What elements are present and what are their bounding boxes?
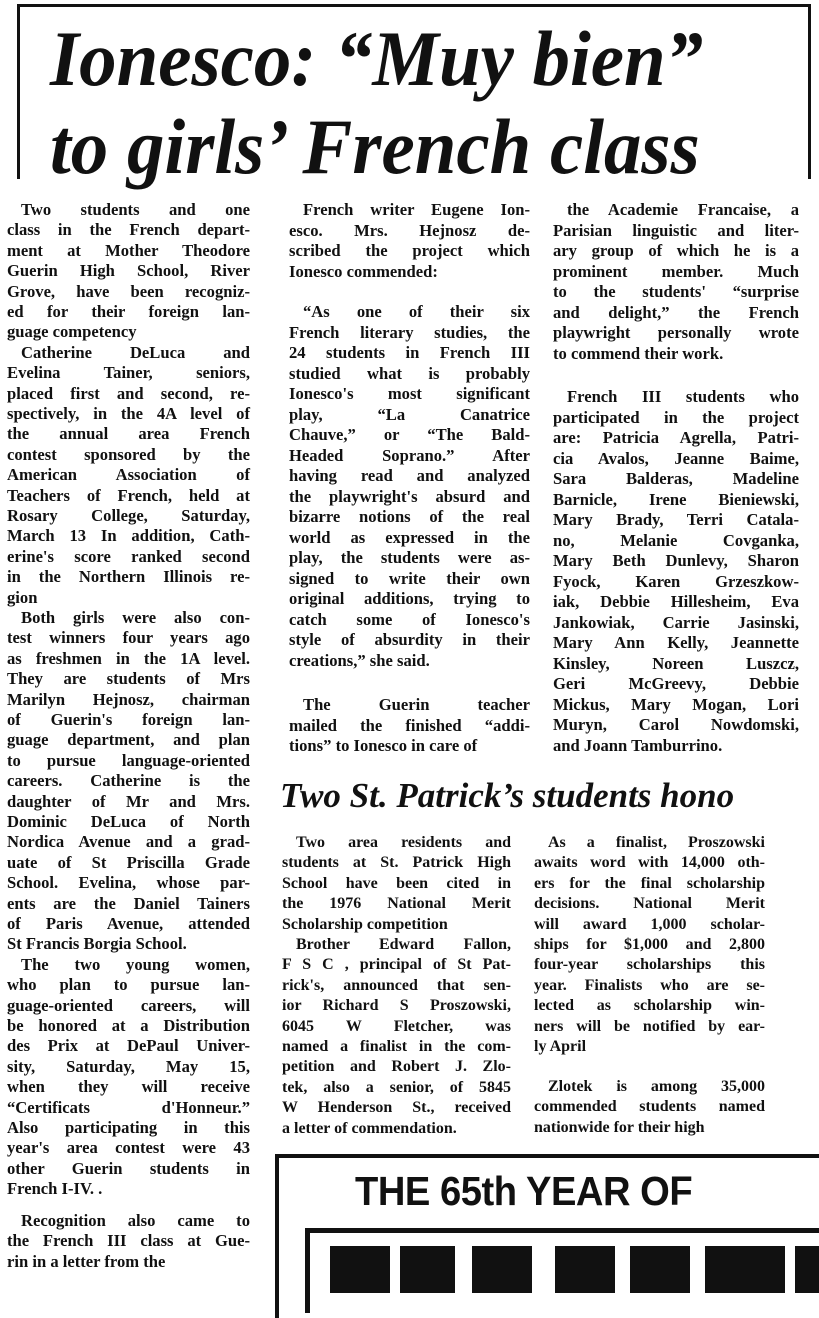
text-line: of Guerin's foreign lan- xyxy=(7,710,250,729)
text-line: are: Patricia Agrella, Patri- xyxy=(553,428,799,447)
text-line: erine's score ranked second xyxy=(7,546,250,566)
text-line: careers. Catherine is the xyxy=(7,771,250,791)
text-line: Two area residents and xyxy=(296,834,511,851)
text-line: ships for $1,000 and 2,800 xyxy=(534,936,765,953)
text-line: year. Finalists who are se- xyxy=(534,976,765,994)
text-line: They are students of Mrs xyxy=(7,669,250,689)
text-line: who plan to pursue lan- xyxy=(7,975,250,995)
text-line: no, Melanie Covganka, xyxy=(553,530,799,550)
text-line: four-year scholarships this xyxy=(534,956,765,974)
text-line: ed for their foreign lan- xyxy=(7,302,250,321)
text-line: Guerin High School, River xyxy=(7,261,250,281)
text-line: to pursue language-oriented xyxy=(7,750,250,770)
text-line: Catherine DeLuca and xyxy=(21,342,250,362)
text-line: having read and analyzed xyxy=(289,466,530,485)
text-line: Mickus, Mary Mogan, Lori xyxy=(553,694,799,714)
text-line: Parisian linguistic and liter- xyxy=(553,220,799,240)
text-line: original additions, trying to xyxy=(289,589,530,608)
text-line: prominent member. Much xyxy=(553,261,799,281)
text-line: catch some of Ionesco's xyxy=(289,609,530,629)
text-line: uate of St Priscilla Grade xyxy=(7,852,250,872)
text-line: to the students' “surprise xyxy=(553,282,799,301)
text-line: placed first and second, re- xyxy=(7,383,250,403)
text-line: test winners four years ago xyxy=(7,628,250,648)
text-line: School. Evelina, whose par- xyxy=(7,873,250,893)
text-line: Dominic DeLuca of North xyxy=(7,812,250,831)
text-line: Muryn, Carol Nowdomski, xyxy=(553,715,799,734)
text-line: St Francis Borgia School. xyxy=(7,934,187,954)
text-line: The Guerin teacher xyxy=(303,695,530,714)
text-line: Chauve,” or “The Bald- xyxy=(289,425,530,444)
text-line: rick's, announced that sen- xyxy=(282,976,511,994)
text-line: esco. Mrs. Hejnosz de- xyxy=(289,220,530,240)
text-line: signed to write their own xyxy=(289,568,530,588)
text-line: Barnicle, Irene Bieniewski, xyxy=(553,489,799,509)
text-line: des Prix at DePaul Univer- xyxy=(7,1036,250,1056)
text-line: March 13 In addition, Cath- xyxy=(7,526,250,546)
text-line: French writer Eugene Ion- xyxy=(303,200,530,219)
text-line: guage competency xyxy=(7,322,137,342)
text-line: play, the students were as- xyxy=(289,548,530,567)
text-line: creations,” she said. xyxy=(289,650,430,670)
text-line: French literary studies, the xyxy=(289,322,530,342)
text-line: 6045 W Fletcher, was xyxy=(282,1017,511,1035)
text-line: Mary Beth Dunlevy, Sharon xyxy=(553,551,799,570)
text-line: Sara Balderas, Madeline xyxy=(553,469,799,488)
headline-line-1: Ionesco: “Muy bien” xyxy=(50,15,704,102)
text-line: ary group of which he is a xyxy=(553,241,799,260)
text-line: French I-IV. . xyxy=(7,1179,103,1199)
text-line: of Paris Avenue, attended xyxy=(7,914,250,933)
text-line: the playwright's absurd and xyxy=(289,486,530,506)
text-line: cia Avalos, Jeanne Baime, xyxy=(553,448,799,468)
text-line: petition and Robert J. Zlo- xyxy=(282,1058,511,1076)
text-line: class in the French depart- xyxy=(7,220,250,240)
text-line: a letter of commendation. xyxy=(282,1119,457,1137)
text-line: Grove, have been recogniz- xyxy=(7,281,250,301)
text-line: spectively, in the 4A level of xyxy=(7,404,250,423)
text-line: named a finalist in the com- xyxy=(282,1038,511,1055)
text-line: the 1976 National Merit xyxy=(282,895,511,913)
text-line: W Henderson St., received xyxy=(282,1099,511,1117)
text-line: mailed the finished “addi- xyxy=(289,715,530,735)
text-line: iak, Debbie Hillesheim, Eva xyxy=(553,592,799,611)
text-line: Fyock, Karen Grzeszkow- xyxy=(553,571,799,591)
text-line: in the Northern Illinois re- xyxy=(7,567,250,587)
text-line: 24 students in French III xyxy=(289,343,530,362)
text-line: decisions. National Merit xyxy=(534,895,765,913)
text-line: “As one of their six xyxy=(303,302,530,321)
text-line: style of absurdity in their xyxy=(289,630,530,649)
text-line: other Guerin students in xyxy=(7,1158,250,1178)
text-line: Marilyn Hejnosz, chairman xyxy=(7,689,250,709)
text-line: French III students who xyxy=(567,387,799,406)
text-line: American Association of xyxy=(7,465,250,485)
text-line: “Certificats d'Honneur.” xyxy=(7,1097,250,1117)
text-line: ents are the Daniel Tainers xyxy=(7,893,250,913)
text-line: Zlotek is among 35,000 xyxy=(548,1078,765,1095)
text-line: students at St. Patrick High xyxy=(282,854,511,872)
text-line: to commend their work. xyxy=(553,343,724,363)
text-line: Recognition also came to xyxy=(21,1211,250,1230)
text-line: Headed Soprano.” After xyxy=(289,445,530,465)
text-line: Nordica Avenue and a grad- xyxy=(7,832,250,852)
text-line: The two young women, xyxy=(21,954,250,974)
text-line: studied what is probably xyxy=(289,363,530,383)
text-line: Ionesco's most significant xyxy=(289,384,530,403)
text-line: Evelina Tainer, seniors, xyxy=(7,363,250,383)
text-line: awaits word with 14,000 oth- xyxy=(534,854,765,872)
text-line: Jankowiak, Carrie Jasinski, xyxy=(553,612,799,632)
text-line: gion xyxy=(7,587,38,607)
text-line: and delight,” the French xyxy=(553,302,799,322)
text-line: Scholarship competition xyxy=(282,915,448,933)
text-line: Two students and one xyxy=(21,200,250,219)
text-line: playwright personally wrote xyxy=(553,323,799,342)
text-line: will award 1,000 scholar- xyxy=(534,915,765,933)
text-line: tions” to Ionesco in care of xyxy=(289,736,478,755)
text-line: world as expressed in the xyxy=(289,527,530,547)
text-line: play, “La Canatrice xyxy=(289,404,530,424)
text-line: and Joann Tamburrino. xyxy=(553,735,723,755)
text-line: guage-oriented careers, will xyxy=(7,995,250,1015)
text-line: As a finalist, Proszowski xyxy=(548,834,765,851)
text-line: the Academie Francaise, a xyxy=(567,200,799,219)
headline-line-2: to girls’ French class xyxy=(50,103,700,190)
text-line: as freshmen in the 1A level. xyxy=(7,648,250,668)
text-line: ly April xyxy=(534,1038,587,1055)
text-line: be honored at a Distribution xyxy=(7,1016,250,1035)
text-line: the annual area French xyxy=(7,424,250,444)
text-line: Both girls were also con- xyxy=(21,608,250,627)
text-line: tek, also a senior, of 5845 xyxy=(282,1078,511,1096)
text-line: Kinsley, Noreen Luszcz, xyxy=(553,653,799,673)
text-line: sity, Saturday, May 15, xyxy=(7,1056,250,1076)
text-line: bizarre notions of the real xyxy=(289,507,530,526)
text-line: participated in the project xyxy=(553,407,799,427)
text-line: Brother Edward Fallon, xyxy=(296,936,511,953)
text-line: ners will be notified by ear- xyxy=(534,1017,765,1035)
text-line: scribed the project which xyxy=(289,241,530,260)
text-line: ment at Mother Theodore xyxy=(7,240,250,260)
text-line: Ionesco commended: xyxy=(289,261,438,281)
advertisement-title: THE 65th YEAR OF xyxy=(355,1168,693,1214)
text-line: contest sponsored by the xyxy=(7,444,250,464)
text-line: rin in a letter from the xyxy=(7,1251,166,1271)
text-line: ers for the final scholarship xyxy=(534,874,765,892)
text-line: ior Richard S Proszowski, xyxy=(282,997,511,1015)
text-line: the French III class at Gue- xyxy=(7,1231,250,1251)
text-line: year's area contest were 43 xyxy=(7,1138,250,1158)
text-line: when they will receive xyxy=(7,1077,250,1097)
text-line: Mary Brady, Terri Catala- xyxy=(553,510,799,529)
text-line: Also participating in this xyxy=(7,1118,250,1137)
text-line: Geri McGreevy, Debbie xyxy=(553,674,799,693)
text-line: Teachers of French, held at xyxy=(7,485,250,505)
text-line: daughter of Mr and Mrs. xyxy=(7,791,250,811)
text-line: F S C , principal of St Pat- xyxy=(282,956,511,974)
text-line: Mary Ann Kelly, Jeannette xyxy=(553,633,799,652)
text-line: commended students named xyxy=(534,1098,765,1116)
text-line: lected as scholarship win- xyxy=(534,997,765,1015)
text-line: nationwide for their high xyxy=(534,1118,705,1136)
text-line: guage department, and plan xyxy=(7,730,250,750)
second-headline: Two St. Patrick’s students hono xyxy=(280,776,735,815)
text-line: Rosary College, Saturday, xyxy=(7,506,250,525)
text-line: School have been cited in xyxy=(282,874,511,892)
